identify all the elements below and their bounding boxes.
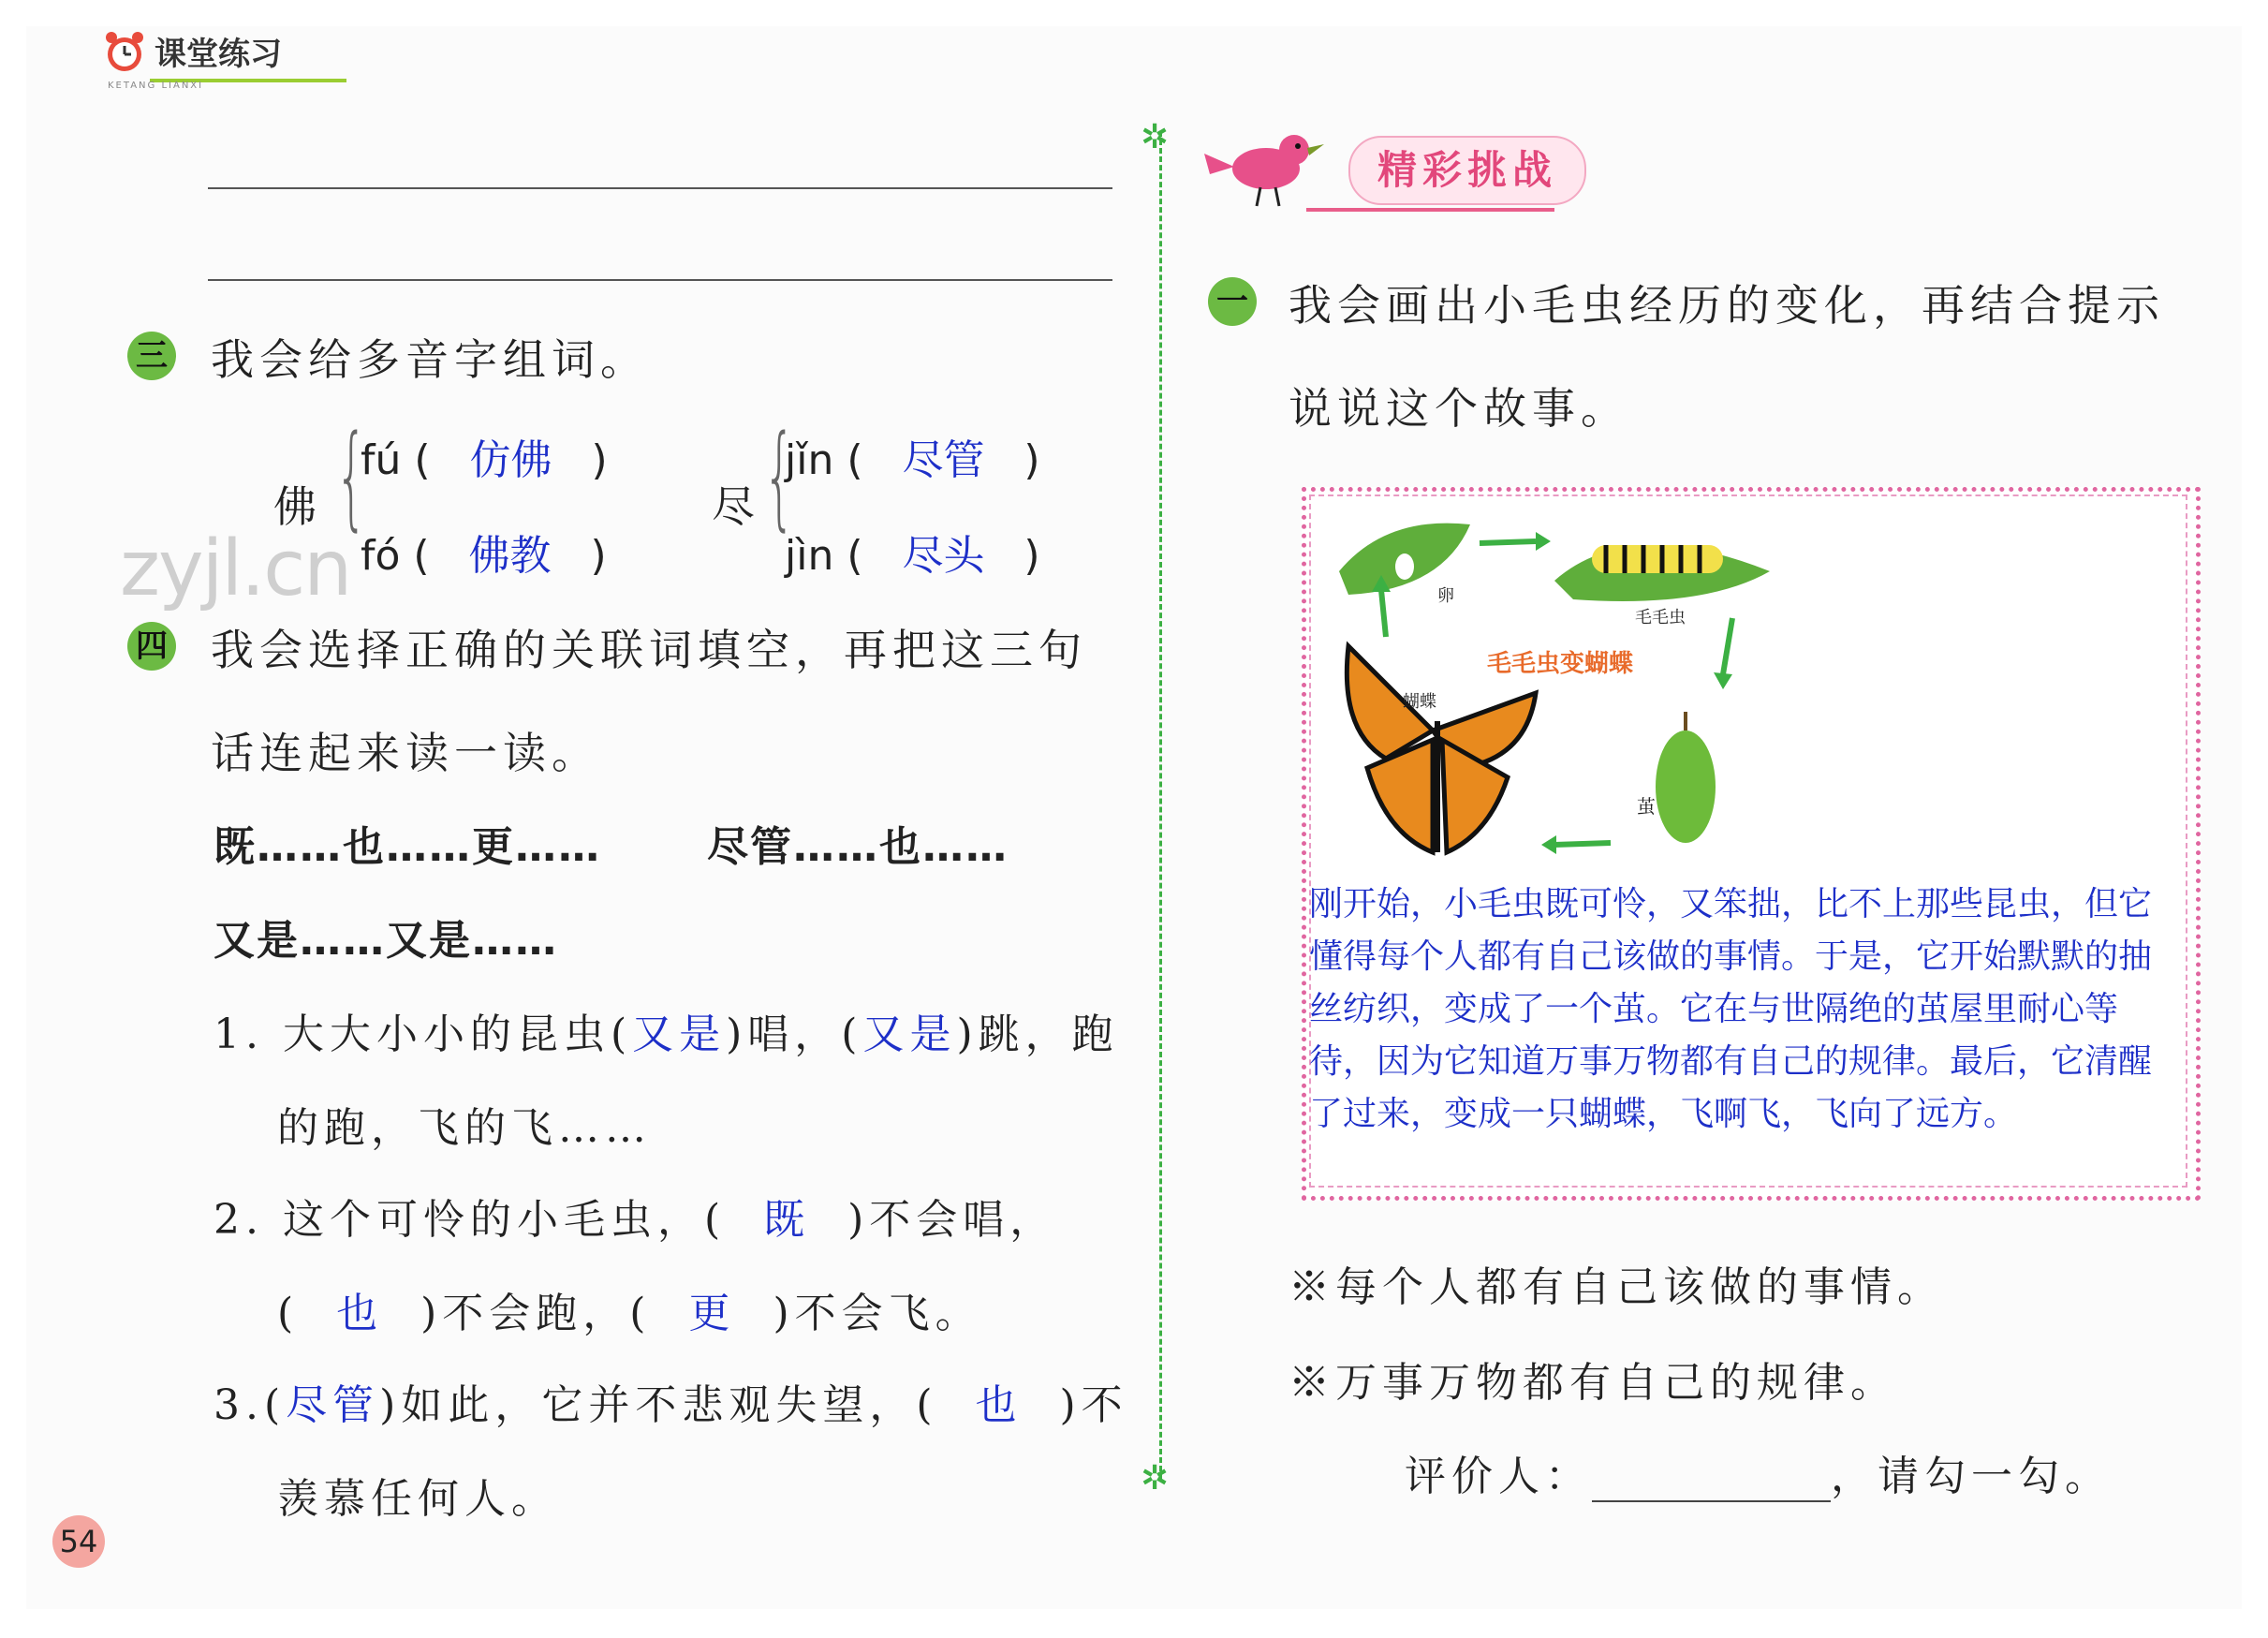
butterfly-label: 蝴蝶 bbox=[1403, 692, 1436, 712]
sentence-3 bbox=[214, 1371, 1128, 1431]
polyphone-char: 尽 bbox=[712, 481, 760, 532]
right-section1-line2: 说说这个故事。 bbox=[1289, 383, 1629, 434]
evaluator-label: 评价人： bbox=[1405, 1453, 1592, 1500]
evaluator-row bbox=[1405, 1442, 2112, 1502]
page-number: 54 bbox=[52, 1515, 105, 1568]
sentence-text: )如此，它并不悲观失望，( bbox=[379, 1381, 938, 1429]
sentence-1-line2: 的跑，飞的飞…… bbox=[277, 1104, 652, 1152]
polyphone-row: jìn ( 尽头 ) bbox=[785, 532, 1040, 580]
challenge-banner: 精彩挑战 bbox=[1348, 136, 1586, 205]
answer: 又是 bbox=[862, 1011, 957, 1058]
answer: 也 bbox=[975, 1381, 1023, 1429]
answer: 既 bbox=[763, 1196, 811, 1244]
sentence-text: )不会飞。 bbox=[773, 1290, 982, 1337]
answer: 尽管 bbox=[902, 436, 985, 484]
section-number-3: 三 bbox=[127, 332, 176, 380]
answer: 尽头 bbox=[902, 532, 985, 580]
sentence-text: )不会唱， bbox=[847, 1196, 1057, 1244]
egg-label: 卵 bbox=[1437, 586, 1454, 606]
polyphone-row: jǐn ( 尽管 ) bbox=[785, 436, 1040, 484]
sentence-2-line2 bbox=[277, 1279, 982, 1339]
section-number-4: 四 bbox=[127, 622, 176, 671]
sentence-text: 2. 这个可怜的小毛虫，( bbox=[214, 1196, 727, 1244]
life-cycle-illustration bbox=[1330, 506, 1779, 862]
sentence-3-line2: 羡慕任何人。 bbox=[277, 1475, 558, 1523]
column-divider bbox=[1159, 131, 1162, 1480]
answer: 更 bbox=[688, 1290, 736, 1337]
answer: 仿佛 bbox=[469, 436, 552, 484]
pinyin: fó bbox=[361, 532, 401, 580]
hint-2: ※万事万物都有自己的规律。 bbox=[1289, 1359, 1897, 1407]
right-section1-line1: 我会画出小毛虫经历的变化，再结合提示 bbox=[1289, 280, 2165, 331]
answer: 又是 bbox=[632, 1011, 727, 1058]
polyphone-char: 佛 bbox=[273, 481, 322, 532]
sentence-text: ( bbox=[277, 1290, 300, 1337]
sentence-2 bbox=[214, 1186, 1056, 1246]
caterpillar-label: 毛毛虫 bbox=[1635, 608, 1686, 627]
sentence-text: )唱，( bbox=[726, 1011, 863, 1058]
sentence-text: )不会跑，( bbox=[420, 1290, 652, 1337]
pinyin: jìn bbox=[785, 532, 834, 580]
section-number-1: 一 bbox=[1208, 277, 1257, 326]
evaluator-suffix: ，请勾一勾。 bbox=[1831, 1453, 2112, 1500]
answer: 尽管 bbox=[286, 1381, 380, 1429]
writing-line bbox=[208, 279, 1112, 281]
conjunction-option: 既……也……更…… bbox=[214, 823, 601, 871]
sentence-text: 3.( bbox=[214, 1381, 287, 1429]
sentence-text: )跳，跑 bbox=[956, 1011, 1119, 1058]
brace: { bbox=[763, 412, 796, 542]
watermark: zyjl.cn bbox=[120, 524, 351, 613]
polyphone-row: fó ( 佛教 ) bbox=[361, 532, 607, 580]
answer: 佛教 bbox=[468, 532, 552, 580]
polyphone-row: fú ( 仿佛 ) bbox=[361, 436, 608, 484]
story-answer: 刚开始，小毛虫既可怜，又笨拙，比不上那些昆虫，但它懂得每个人都有自己该做的事情。于是，它开始默默的抽丝纺织，变成了一个茧。它在与世隔绝的茧屋里耐心等待，因为它知道万事万物都有自己的规律。最后，它清醒了过来，变成一只蝴蝶，飞啊飞，飞向了远方。 bbox=[1309, 885, 2153, 1133]
pinyin: fú bbox=[361, 436, 402, 484]
conjunction-option: 尽管……也…… bbox=[707, 823, 1009, 871]
bird-icon bbox=[1200, 120, 1332, 214]
conjunction-option: 又是……又是…… bbox=[214, 917, 558, 965]
header-title: 课堂练习 bbox=[155, 36, 282, 73]
sentence-text: )不 bbox=[1059, 1381, 1128, 1429]
section4-title-line1: 我会选择正确的关联词填空，再把这三句 bbox=[211, 625, 1087, 675]
evaluator-blank[interactable] bbox=[1592, 1463, 1831, 1502]
writing-line bbox=[208, 187, 1112, 189]
brace: { bbox=[335, 412, 368, 542]
sprig-icon: ✲ bbox=[1141, 118, 1170, 156]
illustration-title: 毛毛虫变蝴蝶 bbox=[1487, 650, 1634, 678]
banner-underline bbox=[1306, 208, 1554, 212]
hint-1: ※每个人都有自己该做的事情。 bbox=[1289, 1263, 1944, 1311]
section4-title-line2: 话连起来读一读。 bbox=[211, 728, 600, 778]
answer: 也 bbox=[336, 1290, 384, 1337]
sentence-text: 1. 大大小小的昆虫( bbox=[214, 1011, 633, 1058]
sentence-1 bbox=[214, 1000, 1119, 1060]
header-subtitle: KETANG LIANXI bbox=[108, 81, 204, 91]
section3-title: 我会给多音字组词。 bbox=[211, 334, 649, 385]
alarm-clock-icon bbox=[103, 30, 146, 73]
pinyin: jǐn bbox=[785, 436, 834, 484]
sprig-icon: ✲ bbox=[1141, 1459, 1170, 1498]
cocoon-label: 茧 bbox=[1637, 795, 1656, 818]
